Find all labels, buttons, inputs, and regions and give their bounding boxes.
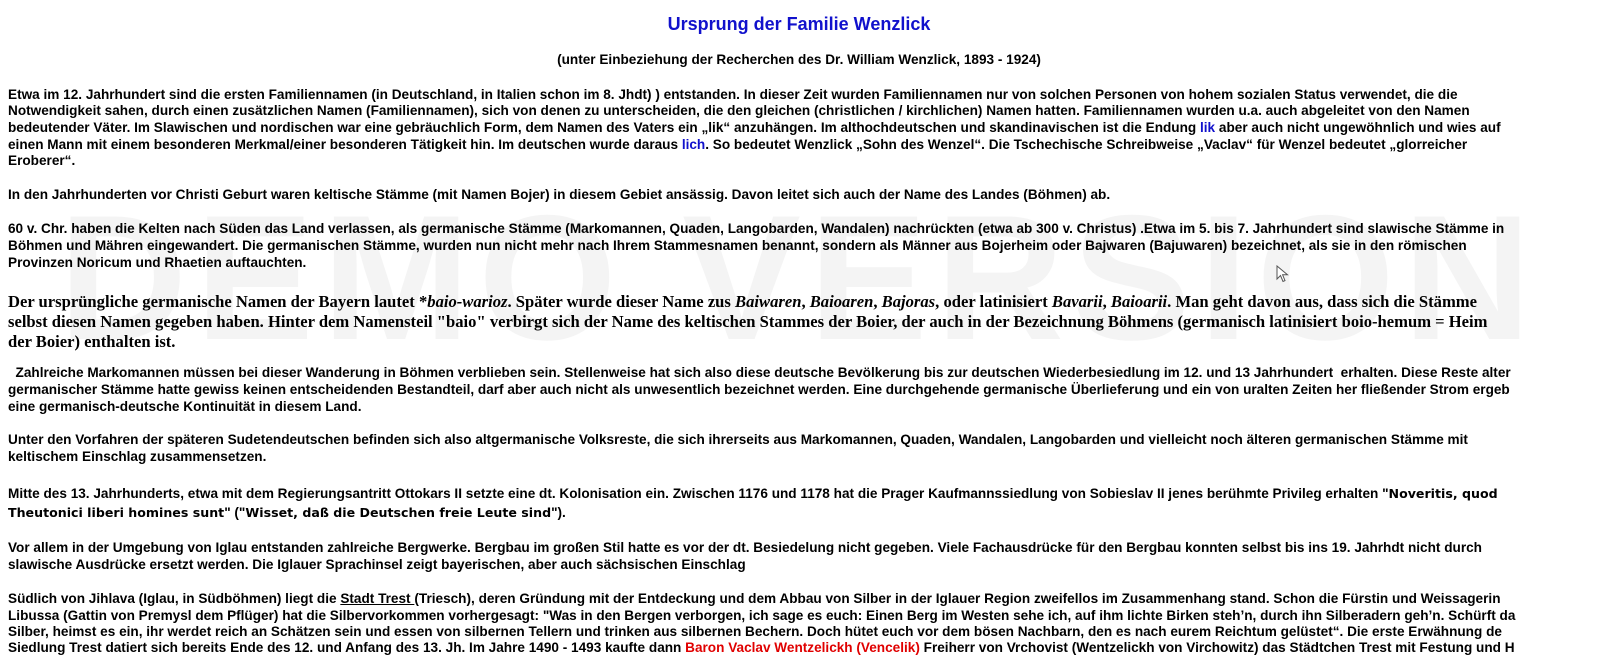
p7-end: "). (551, 505, 566, 520)
p4-a: Der ursprüngliche germanische Namen der Bayern lautet * (8, 292, 428, 311)
p9-line-3: Silber, heimst es ein, ihr werdet reich an Schätzen sein und essen von silbernen Tellern und trinken aus silbernen Bechern. Doch hütet euch vor dem bösen Nachbarn, den es nach eurem Reichtum gelüstet“. Die erste Erwähnung de (8, 624, 1502, 639)
p1-line-3a: bedeutender Väter. Im Slawischen und nordischen war eine gebräuchlich Form, dem Namen des Vaters ein „lik“ anzuhängen. Im althochdeutschen und skandinavischen ist die Endung (8, 120, 1200, 135)
p5-line-2: germanischer Stämme hatte gewiss keinen entscheidenden Bestandteil, darf aber auch nicht als unwesentlich bezeichnet werden. Eine durchgehende germanische Überlieferung und ein von uralten Zeiten her fließender Strom ergeb (8, 382, 1510, 397)
p4-c: , (801, 292, 810, 311)
p9-line-4b: Freiherr von Vrchovist (Wentzelickh von Virchowitz) das Städtchen Trest mit Festung und H (919, 640, 1515, 655)
p9-line-4a: Siedlung Trest datiert sich bereits Ende des 12. und Anfang des 13. Jh. Im Jahre 1490 - 1493 kaufte dann (8, 640, 686, 655)
p3-line-3: Provinzen Noricum und Rhaetien auftauchten. (8, 255, 307, 270)
p7-quote-1: Noveritis, quod (1388, 486, 1498, 501)
p4-e: , oder latinisiert (935, 292, 1052, 311)
p7-quote-3: Wisset, daß die Deutschen freie Leute sind (245, 505, 552, 520)
p1-line-3b: aber auch nicht ungewöhnlich und wies auf (1215, 120, 1501, 135)
p4-i6: Baioarii (1110, 292, 1168, 311)
p8-line-2: slawische Ausdrücke ersetzt werden. Die Iglauer Sprachinsel zeigt bayerischen, aber auch sächsischen Einschlag (8, 557, 746, 572)
p1-line-4b: . So bedeutet Wenzlick „Sohn des Wenzel“. Die Tschechische Schreibweise „Vaclav“ für Wenzel bedeutet „glorreicher (705, 137, 1468, 152)
stadt-trest-link[interactable]: Stadt Trest (340, 591, 415, 606)
p9-line-2: Libussa (Gattin von Premysl dem Pflüger) hat die Silbervorkommen vorhergesagt: "Was in den Bergen verborgen, ich sage es euch: Einen Berg im Westen sehe ich, auf ihm lichte Birken steh’n, durch ihn Silberadern geh’n. Schürft da (8, 608, 1516, 623)
p1-line-3 (8, 120, 1501, 137)
page-title: Ursprung der Familie Wenzlick (667, 14, 931, 34)
p7-quote-2: Theutonici liberi homines sunt (8, 505, 225, 520)
p6-line-1: Unter den Vorfahren der späteren Sudetendeutschen befinden sich also altgermanische Volksreste, die sich ihrerseits aus Markomannen, Quaden, Wandalen, Langobarden und vielleicht noch älteren germanischen Stämme mit (8, 432, 1468, 447)
p1-line-4a: einen Mann mit einem besonderen Merkmal/einer besonderen Tätigkeit hin. Im deutschen wurde daraus (8, 137, 682, 152)
p7-line-2 (8, 505, 566, 522)
p9-line-1b: (Triesch), deren Gründung mit der Entdeckung und dem Abbau von Silber in der Iglauer Region zweifellos im Zusammenhang stand. Schon die Fürstin und Weissagerin (414, 591, 1501, 606)
p1-line-5: Eroberer“. (8, 153, 76, 168)
p4-f: , (1102, 292, 1111, 311)
p3-line-1: 60 v. Chr. haben die Kelten nach Süden das Land verlassen, als germanische Stämme (Markomannen, Quaden, Langobarden, Wandalen) nachrückten (etwa ab 300 v. Christus) .Etwa im 5. bis 7. Jahrhundert sind slawische Stämme in (8, 221, 1505, 236)
p3-line-2: Böhmen und Mähren eingewandert. Die germanischen Stämme, wurden nun nicht mehr nach Ihrem Stammesnamen benannt, sondern als Männer aus Bojerheim oder Bajwaren (Bajuwaren) bezeichnet, als sie in den römischen (8, 238, 1467, 253)
p1-line-2: Notwendigkeit sahen, durch einen zusätzlichen Namen (Familiennamen), sich von denen zu unterscheiden, die den gleichen (christlichen / kirchlichen) Namen hatten. Familiennamen wurden u.a. auch abgeleitet von den Namen (8, 103, 1470, 118)
p2-line-1: In den Jahrhunderten vor Christi Geburt waren keltische Stämme (mit Namen Bojer) in diesem Gebiet ansässig. Davon leitet sich auch der Name des Landes (Böhmen) ab. (8, 187, 1111, 202)
demo-watermark (0, 178, 1598, 378)
mouse-cursor-icon (1276, 265, 1290, 283)
p4-i4: Bajoras (881, 292, 936, 311)
p5-line-3: eine germanisch-deutsche Kontinuität in diesem Land. (8, 399, 362, 414)
p4-line-1 (8, 292, 1477, 312)
p9-line-1 (8, 591, 1501, 608)
p7-line-1a: Mitte des 13. Jahrhunderts, etwa mit dem Regierungsantritt Ottokars II setzte eine dt. Kolonisation ein. Zwischen 1176 und 1178 hat die Prager Kaufmannssiedlung von Sobieslav II jenes berühmte Privileg erhalten " (8, 486, 1389, 501)
p4-g: . Man geht davon aus, dass sich die Stämme (1167, 292, 1477, 311)
p9-line-1a: Südlich von Jihlava (Iglau, in Südböhmen) liegt die (8, 591, 341, 606)
p7-mid: " (" (224, 505, 246, 520)
p7-line-1 (8, 486, 1498, 503)
p8-line-1: Vor allem in der Umgebung von Iglau entstanden zahlreiche Bergwerke. Bergbau im großen Stil hatte es vor der dt. Besiedelung nicht gegeben. Viele Fachausdrücke für den Bergbau konnten selbst bis ins 19. Jahrhdt nicht durch (8, 540, 1482, 555)
p4-b: . Später wurde dieser Name zus (507, 292, 736, 311)
p4-i2: Baiwaren (735, 292, 802, 311)
p5-line-1: Zahlreiche Markomannen müssen bei dieser Wanderung in Böhmen verblieben sein. Stellenweise hat sich also diese deutsche Bevölkerung bis zur deutschen Wiederbesiedlung im 12. und 13 Jahrhundert erhalten. Diese Reste alter (8, 365, 1511, 380)
p4-d: , (873, 292, 882, 311)
p4-line-3: der Boier) enthalten ist. (8, 332, 176, 351)
p4-line-2: selbst diesen Namen gegeben haben. Hinter dem Namensteil "baio" verbirgt sich der Name des keltischen Stammes der Boier, der auch in der Bezeichnung Böhmens (germanisch latinisiert boio-hemum = Heim (8, 312, 1488, 331)
p4-i3: Baioaren (809, 292, 874, 311)
p4-i5: Bavarii (1051, 292, 1103, 311)
lich-link[interactable]: lich (681, 137, 706, 152)
p1-line-4 (8, 137, 1467, 154)
lik-link[interactable]: lik (1200, 120, 1216, 135)
p6-line-2: keltischem Einschlag zusammensetzen. (8, 449, 267, 464)
baron-highlight: Baron Vaclav Wentzelickh (Vencelik) (685, 640, 920, 655)
p1-line-1: Etwa im 12. Jahrhundert sind die ersten Familiennamen (in Deutschland, in Italien schon im 8. Jhdt) ) entstanden. In dieser Zeit wurden Familiennamen nur von solchen Personen von hohem sozialen Status verwendet, die die (8, 87, 1458, 102)
p9-line-4 (8, 640, 1515, 657)
page-subtitle: (unter Einbeziehung der Recherchen des Dr. William Wenzlick, 1893 - 1924) (557, 52, 1041, 67)
p4-i1: baio-warioz (427, 292, 508, 311)
